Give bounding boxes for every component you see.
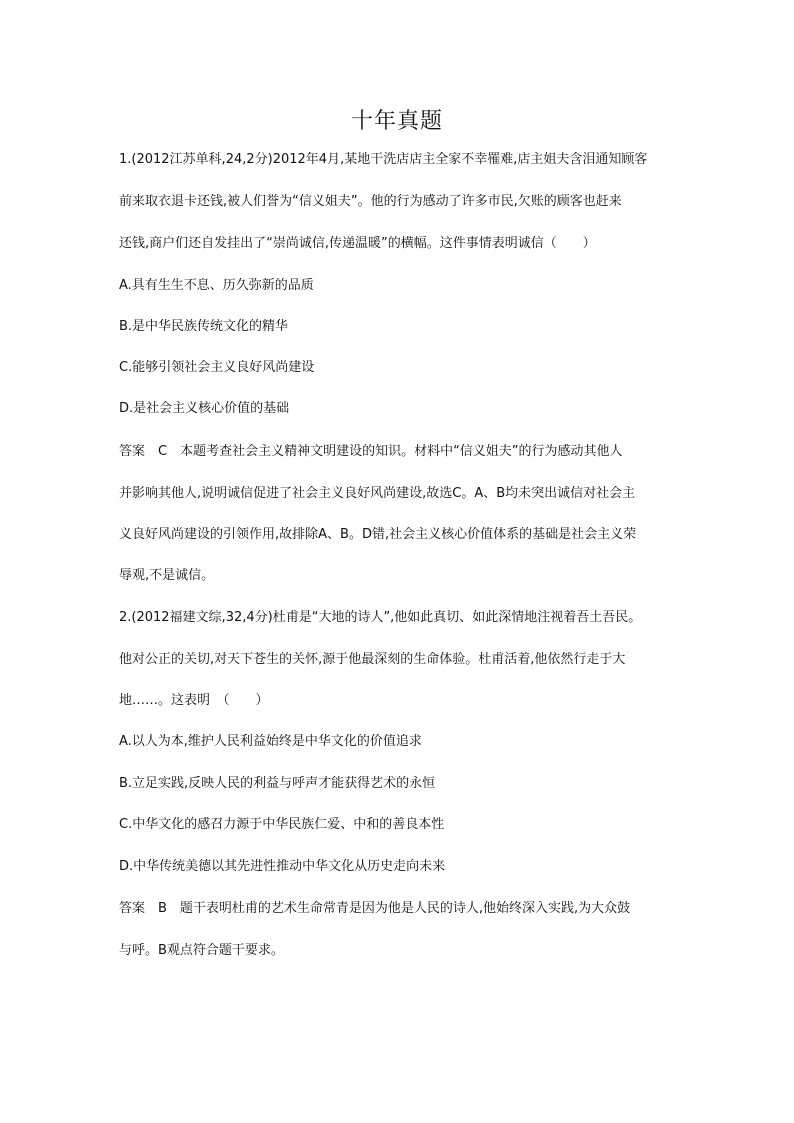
question-2-stem-line: 2.(2012福建文综,32,4分)杜甫是“大地的诗人”,他如此真切、如此深情地注视着吾土吾民。 <box>119 610 642 625</box>
question-2-stem-line: 他对公正的关切,对天下苍生的关怀,源于他最深刻的生命体验。杜甫活着,他依然行走于大 <box>119 652 626 667</box>
question-2-option-c: C.中华文化的感召力源于中华民族仁爱、中和的善良本性 <box>119 817 445 832</box>
question-1-answer-line: 并影响其他人,说明诚信促进了社会主义良好风尚建设,故选C。A、B均未突出诚信对社会主 <box>119 486 636 501</box>
question-2-answer-line: 答案 B 题干表明杜甫的艺术生命常青是因为他是人民的诗人,他始终深入实践,为大众鼓 <box>119 901 631 916</box>
question-2-answer-line: 与呼。B观点符合题干要求。 <box>119 943 284 958</box>
question-1-option-d: D.是社会主义核心价值的基础 <box>119 401 290 416</box>
question-1-option-b: B.是中华民族传统文化的精华 <box>119 319 289 334</box>
question-2-option-d: D.中华传统美德以其先进性推动中华文化从历史走向未来 <box>119 859 446 874</box>
question-1-answer-line: 义良好风尚建设的引领作用,故排除A、B。D错,社会主义核心价值体系的基础是社会主义荣 <box>119 527 637 542</box>
page-title: 十年真题 <box>350 109 443 134</box>
question-1-option-a: A.具有生生不息、历久弥新的品质 <box>119 278 314 293</box>
question-1-stem-line: 还钱,商户们还自发挂出了“崇尚诚信,传递温暖”的横幅。这件事情表明诚信（ ） <box>119 236 596 251</box>
question-1-answer-line: 辱观,不是诚信。 <box>119 568 215 583</box>
question-2-option-b: B.立足实践,反映人民的利益与呼声才能获得艺术的永恒 <box>119 776 436 791</box>
question-1-option-c: C.能够引领社会主义良好风尚建设 <box>119 360 315 375</box>
question-1-answer-line: 答案 C 本题考查社会主义精神文明建设的知识。材料中“信义姐夫”的行为感动其他人 <box>119 444 623 459</box>
question-2-option-a: A.以人为本,维护人民利益始终是中华文化的价值追求 <box>119 734 422 749</box>
question-2-stem-line: 地……。这表明 （ ） <box>119 693 269 708</box>
question-1-stem-line: 前来取衣退卡还钱,被人们誉为“信义姐夫”。他的行为感动了许多市民,欠账的顾客也赶来 <box>119 194 622 209</box>
question-1-stem-line: 1.(2012江苏单科,24,2分)2012年4月,某地干洗店店主全家不幸罹难,店主姐夫含泪通知顾客 <box>119 152 648 167</box>
